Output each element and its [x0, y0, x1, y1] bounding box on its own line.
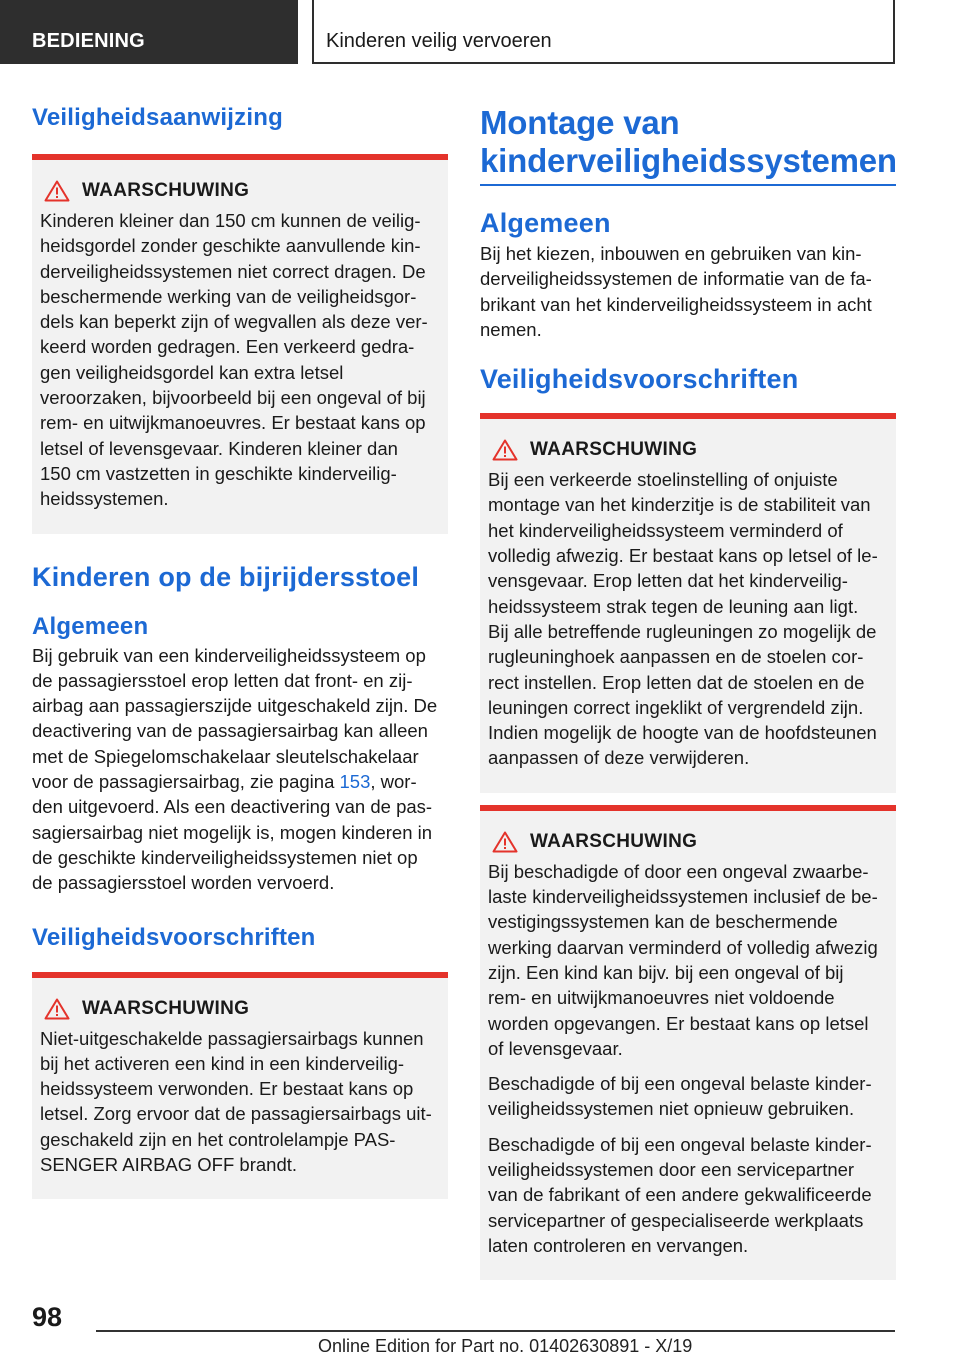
text-line: heidsgordel zonder geschikte aanvullende kin-: [40, 235, 421, 257]
warning-label: WAARSCHUWING: [530, 830, 698, 852]
text-line: 150 cm vastzetten in geschikte kinderveilig-: [40, 462, 397, 484]
text-line: nemen.: [480, 318, 542, 340]
warning-label: WAARSCHUWING: [82, 180, 250, 201]
warning-triangle-icon: [44, 180, 70, 202]
text-line: Kinderen kleiner dan 150 cm kunnen de veilig-: [40, 210, 421, 231]
general-paragraph: [32, 643, 448, 896]
text-line: gen veiligheidsgordel kan extra letsel: [40, 361, 344, 383]
warning-paragraph: [488, 1071, 888, 1122]
text-line: SENGER AIRBAG OFF brandt.: [40, 1154, 298, 1176]
text-line: vestigingssystemen kan de beschermende: [488, 911, 838, 933]
text-line: keerd worden gedragen. Een verkeerd gedra-: [40, 336, 415, 358]
text-line: Niet-uitgeschakelde passagiersairbags kunnen: [40, 1027, 424, 1049]
text-line: veroorzaken, bijvoorbeeld bij een ongeval of bij: [40, 387, 426, 409]
section-label: BEDIENING: [0, 0, 298, 64]
warning-header: [40, 180, 440, 202]
warning-box-seat-adjustment: [480, 413, 896, 793]
heading-mounting: [480, 104, 896, 186]
text-line: airbag aan passagierszijde uitgeschakeld zijn. De: [32, 695, 438, 717]
text-line: worden opgevangen. Er bestaat kans op letsel: [488, 1012, 869, 1034]
text-line: van de fabrikant of een andere gekwalificeerde: [488, 1184, 872, 1206]
warning-text: [40, 208, 440, 512]
text-line: den uitgevoerd. Als een deactivering van de pas-: [32, 796, 433, 818]
text-line: Beschadigde of bij een ongeval belaste kinder-: [488, 1073, 872, 1095]
text-line: derveiligheidssystemen niet correct dragen. De: [40, 260, 426, 282]
warning-triangle-icon: [44, 998, 70, 1020]
footer-divider: [96, 1330, 895, 1332]
warning-triangle-icon: [492, 439, 518, 461]
text-line: geschakeld zijn en het controlelampje PAS-: [40, 1128, 396, 1150]
text-line: laten controleren en vervangen.: [488, 1234, 749, 1256]
text-line: het kinderveiligheidssysteem verminderd of: [488, 519, 843, 541]
text-line: werking daarvan verminderd of volledig afwezig: [488, 936, 878, 958]
text-line: de geschikte kinderveiligheidssystemen niet op: [32, 846, 418, 868]
text-line: rect instellen. Erop letten dat de stoelen en de: [488, 671, 865, 693]
chapter-title-box: [312, 0, 895, 64]
warning-box-damaged-systems: [480, 805, 896, 1280]
text-line: derveiligheidssystemen de informatie van de fa-: [480, 268, 872, 290]
warning-header: [488, 831, 888, 853]
text-line: letsel. Zorg ervoor dat de passagiersairbags uit-: [40, 1103, 432, 1125]
warning-triangle-icon: [492, 831, 518, 853]
text-line: rem- en uitwijkmanoeuvres. Er bestaat kans op: [40, 412, 426, 434]
warning-paragraph: [488, 859, 888, 1061]
text-line: of levensgevaar.: [488, 1037, 623, 1059]
heading-line: kinderveiligheidssystemen: [480, 142, 897, 179]
text-fragment: , wor-: [370, 771, 417, 793]
right-column: [480, 96, 896, 1280]
warning-label: WAARSCHUWING: [82, 997, 250, 1019]
text-line: bij het activeren een kind in een kinderveilig-: [40, 1052, 405, 1074]
left-column: [32, 96, 448, 1199]
heading-general: Algemeen: [480, 208, 611, 238]
text-line: servicepartner of gespecialiseerde werkplaats: [488, 1209, 864, 1231]
text-line: Bij alle betreffende rugleuningen zo mogelijk de: [488, 620, 877, 642]
heading-safety-rules: Veiligheidsvoorschriften: [480, 364, 799, 395]
text-line: Indien mogelijk de hoogte van de hoofdsteunen: [488, 722, 877, 744]
text-line: vensgevaar. Erop letten dat het kinderveilig-: [488, 570, 848, 592]
warning-paragraph: [488, 1132, 888, 1258]
text-line: deactivering van de passagiersairbag kan alleen: [32, 720, 428, 742]
edition-text: Online Edition for Part no. 01402630891 - X/19: [318, 1336, 693, 1356]
page-footer: [0, 1300, 960, 1362]
text-line: Beschadigde of bij een ongeval belaste kinder-: [488, 1133, 872, 1155]
warning-text: [488, 467, 888, 771]
warning-label: WAARSCHUWING: [530, 439, 698, 461]
warning-box-child-size: [32, 154, 448, 534]
warning-box-airbag: [32, 972, 448, 1200]
page-number: 98: [32, 1302, 63, 1332]
heading-safety-note: Veiligheidsaanwijzing: [32, 104, 283, 131]
text-line: rem- en uitwijkmanoeuvres niet voldoende: [488, 987, 835, 1009]
page-header: [0, 0, 960, 64]
text-line: rugleuninghoek aanpassen en de stoelen cor-: [488, 646, 864, 668]
text-line: met de Spiegelomschakelaar sleutelschakelaar: [32, 745, 419, 767]
text-line: beschermende werking van de veiligheidsgor-: [40, 285, 417, 307]
text-line: Bij een verkeerde stoelinstelling of onjuiste: [488, 469, 838, 491]
text-line: de passagiersstoel erop letten dat front- en zij-: [32, 669, 413, 691]
text-line: dels kan beperkt zijn of wegvallen als deze ver-: [40, 311, 428, 333]
text-line: veiligheidssystemen niet opnieuw gebruiken.: [488, 1098, 855, 1120]
text-line: laste kinderveiligheidssystemen inclusief de be-: [488, 886, 878, 908]
text-line: heidssystemen.: [40, 488, 169, 510]
text-line: Bij beschadigde of door een ongeval zwaarbe-: [488, 860, 869, 882]
general-paragraph: [480, 241, 896, 342]
text-line: brikant van het kinderveiligheidssysteem in acht: [480, 293, 872, 315]
warning-header: [40, 998, 440, 1020]
text-line: montage van het kinderzitje is de stabiliteit van: [488, 494, 871, 516]
text-line: Bij gebruik van een kinderveiligheidssysteem op: [32, 644, 426, 666]
text-line: veiligheidssystemen door een servicepartner: [488, 1159, 855, 1181]
page-reference-link[interactable]: 153: [339, 771, 371, 793]
warning-header: [488, 439, 888, 461]
heading-line: Montage van: [480, 104, 680, 141]
chapter-title: Kinderen veilig vervoeren: [314, 0, 893, 62]
text-line: [32, 769, 448, 794]
text-line: de passagiersstoel worden vervoerd.: [32, 872, 335, 894]
text-line: sagiersairbag niet mogelijk is, mogen kinderen in: [32, 821, 433, 843]
text-line: leuningen correct ingeklikt of vergrendeld zijn.: [488, 696, 864, 718]
text-line: Bij het kiezen, inbouwen en gebruiken van kin-: [480, 243, 862, 264]
heading-general: Algemeen: [32, 612, 149, 640]
text-line: heidssysteem strak tegen de leuning aan ligt.: [488, 595, 859, 617]
text-line: letsel of levensgevaar. Kinderen kleiner dan: [40, 437, 398, 459]
warning-text: [40, 1026, 440, 1178]
text-line: volledig afwezig. Er bestaat kans op letsel of le-: [488, 545, 878, 567]
text-line: aanpassen of deze verwijderen.: [488, 747, 750, 769]
text-fragment: voor de passagiersairbag, zie pagina: [32, 771, 340, 793]
text-line: heidssysteem verwonden. Er bestaat kans op: [40, 1078, 414, 1100]
heading-safety-rules: Veiligheidsvoorschriften: [32, 923, 316, 951]
text-line: zijn. Een kind kan bijv. bij een ongeval of bij: [488, 961, 844, 983]
heading-passenger-seat: Kinderen op de bijrijdersstoel: [32, 561, 420, 592]
